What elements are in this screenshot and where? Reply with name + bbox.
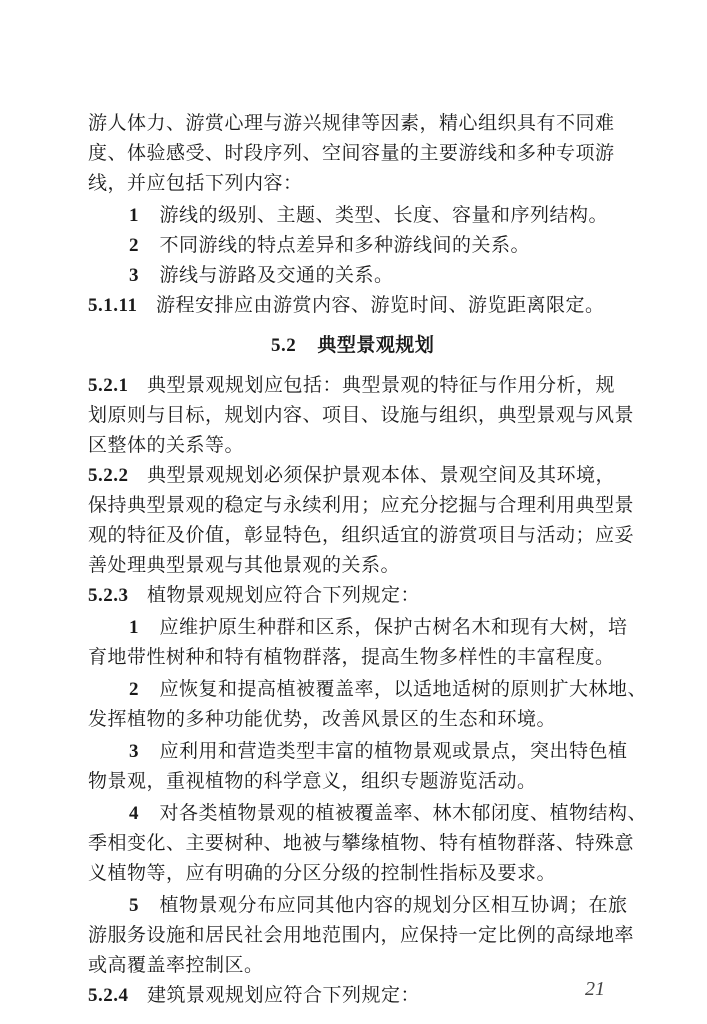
clause-number: 5.1.11 bbox=[88, 295, 138, 316]
text-line: 或高覆盖率控制区。 bbox=[88, 954, 264, 976]
clause-text: 建筑景观规划应符合下列规定： bbox=[147, 984, 421, 1006]
item-text: 对各类植物景观的植被覆盖率、林木郁闭度、植物结构、 bbox=[159, 802, 648, 824]
text-line: 划原则与目标，规划内容、项目、设施与组织，典型景观与风景 bbox=[88, 404, 635, 426]
section-heading bbox=[271, 332, 434, 359]
item-text: 游线的级别、主题、类型、长度、容量和序列结构。 bbox=[159, 204, 609, 226]
text-line: 季相变化、主要树种、地被与攀缘植物、特有植物群落、特殊意 bbox=[88, 832, 635, 854]
list-item bbox=[129, 202, 608, 229]
clause bbox=[88, 982, 420, 1009]
list-item bbox=[129, 892, 628, 919]
item-number: 2 bbox=[129, 679, 139, 700]
item-number: 3 bbox=[129, 741, 139, 762]
clause-text: 游程安排应由游赏内容、游览时间、游览距离限定。 bbox=[156, 294, 605, 316]
clause bbox=[88, 372, 615, 399]
clause-text: 植物景观规划应符合下列规定： bbox=[147, 584, 421, 606]
item-text: 游线与游路及交通的关系。 bbox=[159, 264, 394, 286]
item-text: 植物景观分布应同其他内容的规划分区相互协调；在旅 bbox=[159, 894, 628, 916]
item-text: 应维护原生种群和区系，保护古树名木和现有大树，培 bbox=[159, 616, 628, 638]
list-item bbox=[129, 800, 647, 827]
text-line: 保持典型景观的稳定与永续利用；应充分挖掘与合理利用典型景 bbox=[88, 494, 635, 516]
item-number: 3 bbox=[129, 265, 139, 286]
text-line: 度、体验感受、时段序列、空间容量的主要游线和多种专项游 bbox=[88, 142, 615, 164]
clause-number: 5.2.2 bbox=[88, 465, 129, 486]
text-line: 义植物等，应有明确的分区分级的控制性指标及要求。 bbox=[88, 862, 557, 884]
text-line: 线，并应包括下列内容： bbox=[88, 172, 303, 194]
list-item bbox=[129, 676, 647, 703]
text-line: 游人体力、游赏心理与游兴规律等因素，精心组织具有不同难 bbox=[88, 112, 615, 134]
list-item bbox=[129, 262, 394, 289]
clause bbox=[88, 462, 615, 489]
clause bbox=[88, 292, 605, 319]
clause-number: 5.2.4 bbox=[88, 985, 129, 1006]
item-number: 4 bbox=[129, 803, 139, 824]
section-number: 5.2 bbox=[271, 335, 297, 356]
text-line: 物景观，重视植物的科学意义，组织专题游览活动。 bbox=[88, 770, 537, 792]
text-line: 区整体的关系等。 bbox=[88, 434, 245, 456]
section-title: 典型景观规划 bbox=[317, 334, 435, 356]
clause bbox=[88, 582, 420, 609]
item-text: 应利用和营造类型丰富的植物景观或景点，突出特色植 bbox=[159, 740, 628, 762]
item-number: 5 bbox=[129, 895, 139, 916]
text-line: 游服务设施和居民社会用地范围内，应保持一定比例的高绿地率 bbox=[88, 924, 635, 946]
clause-text: 典型景观规划应包括：典型景观的特征与作用分析，规 bbox=[147, 374, 616, 396]
item-number: 1 bbox=[129, 617, 139, 638]
list-item bbox=[129, 232, 530, 259]
text-line: 育地带性树种和特有植物群落，提高生物多样性的丰富程度。 bbox=[88, 646, 615, 668]
clause-text: 典型景观规划必须保护景观本体、景观空间及其环境， bbox=[147, 464, 616, 486]
clause-number: 5.2.1 bbox=[88, 375, 129, 396]
text-line: 善处理典型景观与其他景观的关系。 bbox=[88, 554, 401, 576]
item-text: 不同游线的特点差异和多种游线间的关系。 bbox=[159, 234, 531, 256]
list-item bbox=[129, 738, 628, 765]
page-number: 21 bbox=[585, 978, 605, 1000]
item-text: 应恢复和提高植被覆盖率，以适地适树的原则扩大林地、 bbox=[159, 678, 648, 700]
text-line: 观的特征及价值，彰显特色，组织适宜的游赏项目与活动；应妥 bbox=[88, 524, 635, 546]
item-number: 1 bbox=[129, 205, 139, 226]
list-item bbox=[129, 614, 628, 641]
item-number: 2 bbox=[129, 235, 139, 256]
clause-number: 5.2.3 bbox=[88, 585, 129, 606]
text-line: 发挥植物的多种功能优势，改善风景区的生态和环境。 bbox=[88, 708, 557, 730]
